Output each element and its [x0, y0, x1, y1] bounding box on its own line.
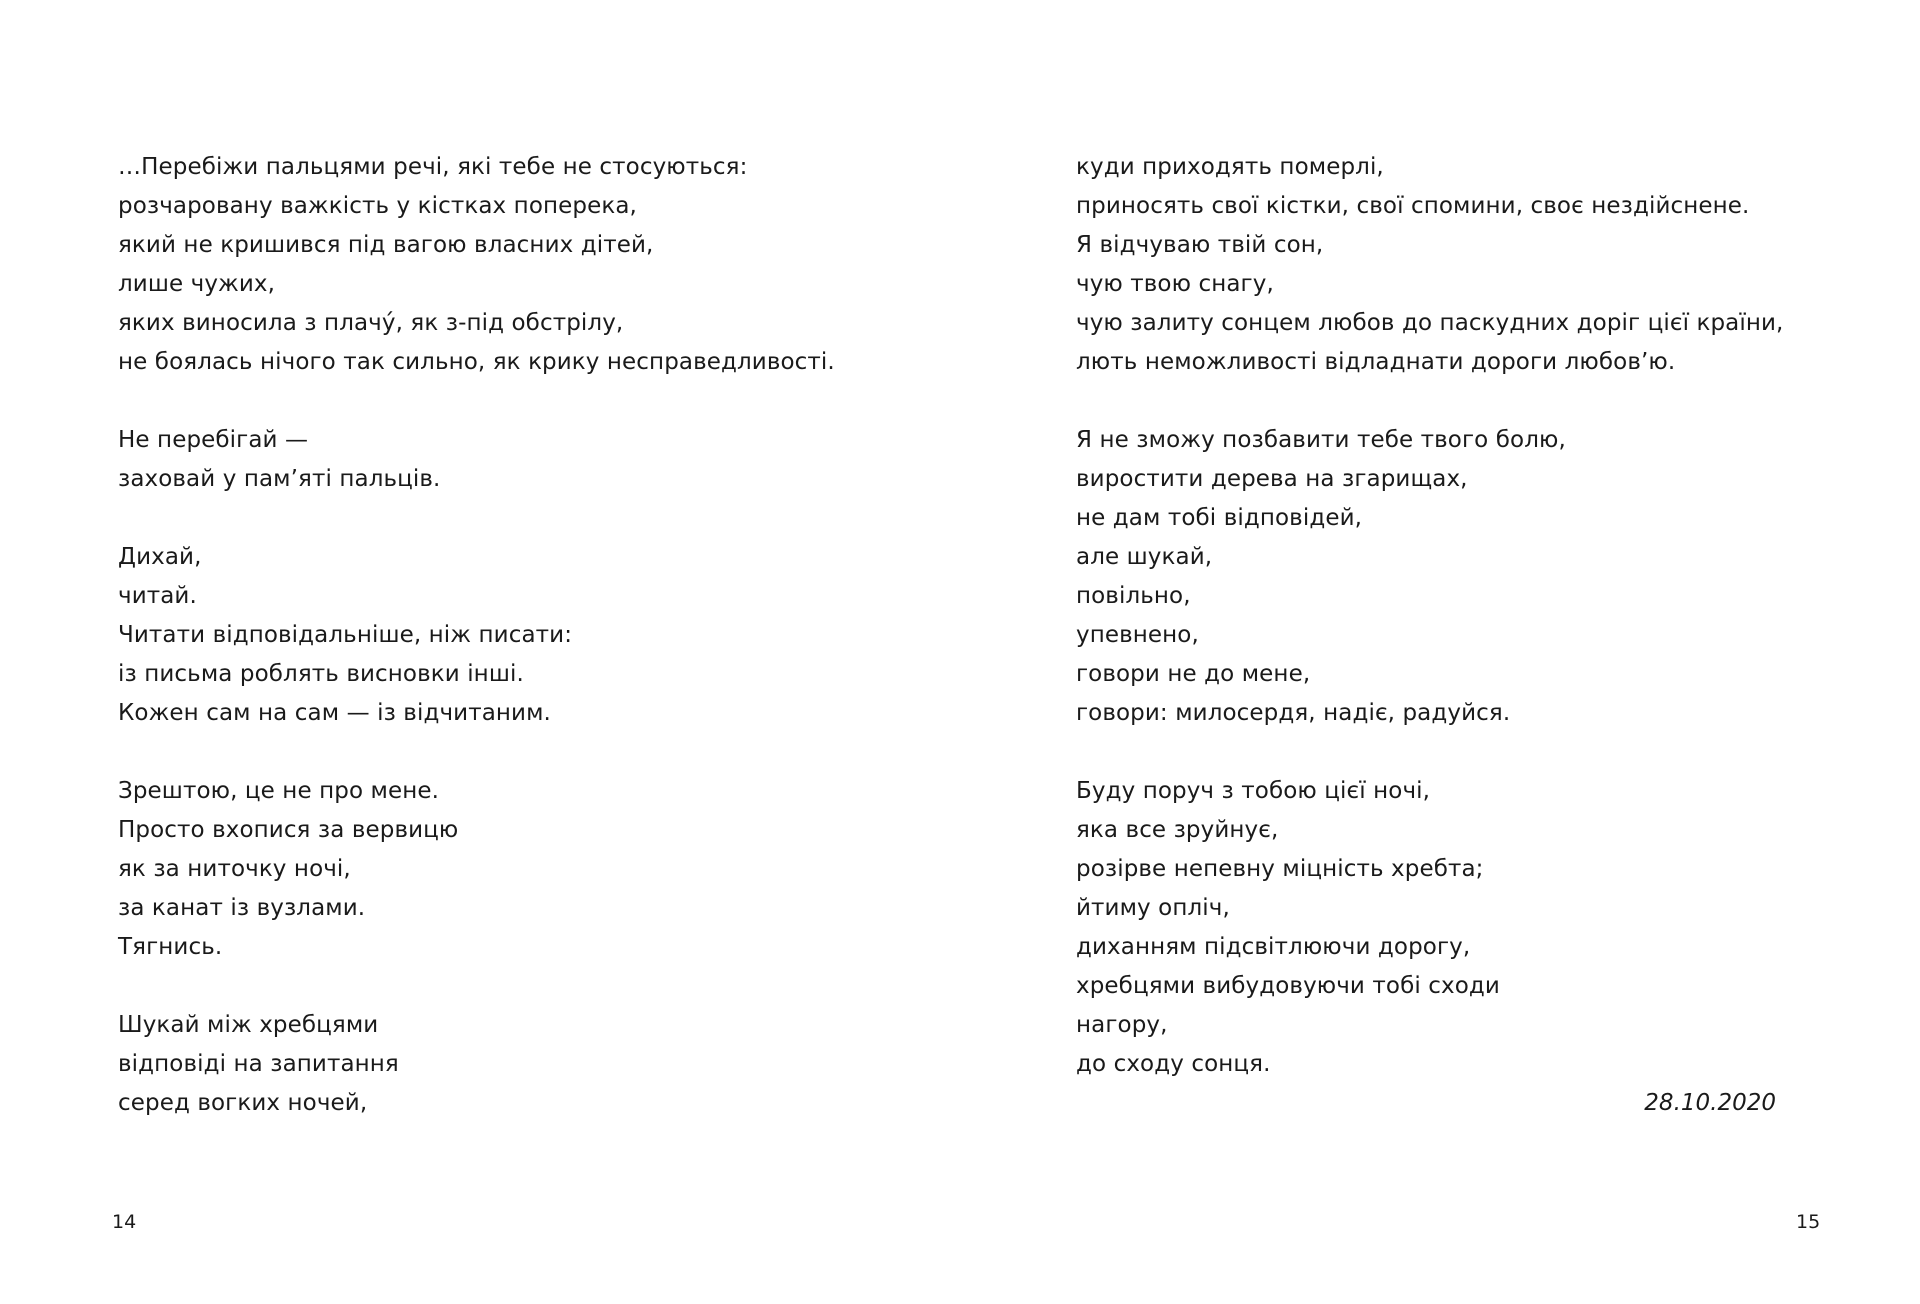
poem-line: заховай у пам’яті пальців.	[118, 466, 441, 492]
stanza	[1076, 772, 1776, 1084]
poem-line: до сходу сонця.	[1076, 1051, 1271, 1077]
poem-line: лють неможливості відладнати дороги любов’ю.	[1076, 349, 1676, 375]
stanza	[1076, 148, 1784, 382]
poem-line: не боялась нічого так сильно, як крику несправедливості.	[118, 349, 835, 375]
poem-line: говори не до мене,	[1076, 661, 1311, 687]
poem-line: але шукай,	[1076, 544, 1213, 570]
poem-line: чую твою снагу,	[1076, 271, 1274, 297]
stanza	[118, 148, 918, 382]
poem-line: йтиму опліч,	[1076, 895, 1230, 921]
poem-line: Шукай між хребцями	[118, 1012, 379, 1038]
poem-line: хребцями вибудовуючи тобі сходи	[1076, 973, 1500, 999]
poem-line: Кожен сам на сам — із відчитаним.	[118, 700, 551, 726]
stanza	[118, 1006, 918, 1123]
poem-line: розірве непевну міцність хребта;	[1076, 856, 1484, 882]
stanza	[118, 421, 918, 499]
page-number-left: 14	[112, 1211, 137, 1233]
stanza	[118, 538, 918, 733]
poem-line: який не кришився під вагою власних дітей,	[118, 232, 654, 258]
poem-line: Дихай,	[118, 544, 202, 570]
poem-line: Просто вхопися за вервицю	[118, 817, 459, 843]
poem-line: розчаровану важкість у кістках поперека,	[118, 193, 637, 219]
poem-date: 28.10.2020	[1644, 1090, 1776, 1116]
stanza	[118, 772, 918, 967]
poem-line: читай.	[118, 583, 197, 609]
poem-line: повільно,	[1076, 583, 1191, 609]
poem-line: не дам тобі відповідей,	[1076, 505, 1363, 531]
page-number-right: 15	[1796, 1211, 1821, 1233]
poem-line: нагору,	[1076, 1012, 1168, 1038]
poem-line: із письма роблять висновки інші.	[118, 661, 524, 687]
poem-line: Не перебігай —	[118, 427, 309, 453]
right-page	[1076, 148, 1784, 1123]
poem-line: яка все зруйнує,	[1076, 817, 1279, 843]
poem-line: чую залиту сонцем любов до паскудних доріг цієї країни,	[1076, 310, 1784, 336]
poem-line: Я не зможу позбавити тебе твого болю,	[1076, 427, 1566, 453]
poem-line: упевнено,	[1076, 622, 1199, 648]
poem-line: говори: милосердя, надіє, радуйся.	[1076, 700, 1511, 726]
poem-line: куди приходять померлі,	[1076, 154, 1384, 180]
poem-line: виростити дерева на згарищах,	[1076, 466, 1468, 492]
poem-line: серед вогких ночей,	[118, 1090, 368, 1116]
poem-line: Буду поруч з тобою цієї ночі,	[1076, 778, 1431, 804]
poem-line: …Перебіжи пальцями речі, які тебе не стосуються:	[118, 154, 748, 180]
poem-line: Я відчуваю твій сон,	[1076, 232, 1324, 258]
poem-line: Тягнись.	[118, 934, 223, 960]
poem-line: лише чужих,	[118, 271, 276, 297]
left-page	[118, 148, 918, 1123]
poem-line: Читати відповідальніше, ніж писати:	[118, 622, 573, 648]
stanza	[1076, 421, 1776, 733]
poem-line: приносять свої кістки, свої спомини, своє нездійснене.	[1076, 193, 1750, 219]
poem-line: Зрештою, це не про мене.	[118, 778, 440, 804]
poem-line: відповіді на запитання	[118, 1051, 399, 1077]
poem-line: диханням підсвітлюючи дорогу,	[1076, 934, 1471, 960]
poem-line: яких виносила з плачу́, як з-під обстрілу,	[118, 310, 624, 336]
poem-line: за канат із вузлами.	[118, 895, 366, 921]
poem-line: як за ниточку ночі,	[118, 856, 351, 882]
